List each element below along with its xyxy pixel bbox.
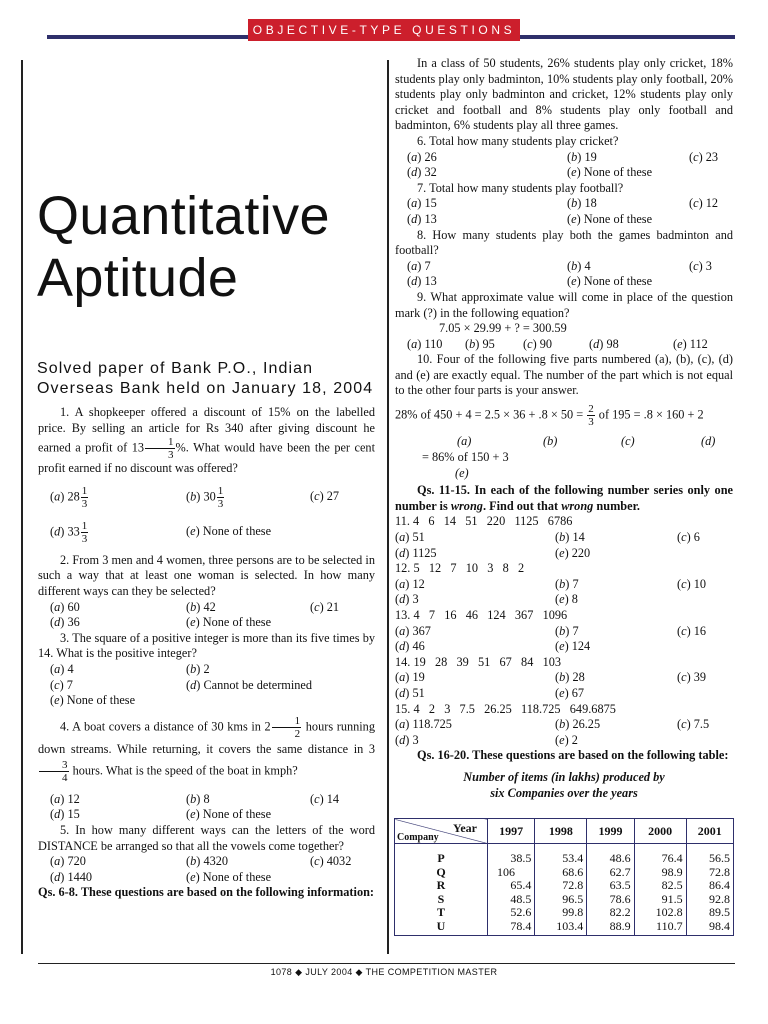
values-2000: 76.4 98.9 82.5 91.5 102.8 110.7 (634, 844, 686, 936)
left-column (38, 405, 375, 901)
table-header-corner: Year Company (395, 819, 488, 844)
question-10-part-e: (e) (455, 465, 469, 480)
question-1-options: (a) 28 $\frac{1}{3}$ (b) 30 $\frac{1}{3}$ (c) 27 (d) 33 $\frac{1}{3}$ (e) None of these (50, 484, 340, 545)
info-paragraph: In a class of 50 students, 26% students play only cricket, 18% students play only badminton, 10% students play only football, 20% students play only badminton and cricket, 12% students play only cricket and football and 8% students play only football and badminton, 6% students play all three games. (395, 56, 733, 133)
question-3-options: (a) 4 (b) 2 (c) 7 (d) Cannot be determined (e) None of these (50, 661, 313, 708)
question-13: 13. 4 7 16 46 124 367 1096 (395, 608, 568, 622)
year-1998: 1998 (535, 819, 587, 844)
year-2000: 2000 (634, 819, 686, 844)
question-2-options: (a) 60 (b) 42 (c) 21 (d) 36 (e) None of these (50, 599, 340, 630)
question-4-options: (a) 12 (b) 8 (c) 14 (d) 15 (e) None of these (50, 791, 340, 822)
question-14-options: (a) 19 (b) 28 (c) 39 (d) 51 (e) 67 (395, 670, 707, 700)
question-6-options: (a) 26 (b) 19 (c) 23 (d) 32 (e) None of these (407, 149, 719, 180)
year-1999: 1999 (587, 819, 634, 844)
question-8: 8. How many students play both the games badminton and football? (395, 227, 733, 258)
question-11: 11. 4 6 14 51 220 1125 6786 (395, 514, 573, 529)
question-10: 10. Four of the following five parts numbered (a), (b), (c), (d) and (e) are exactly equal. The number of the part which is not equal to the other four parts is your answer. (395, 352, 733, 398)
question-10-equation: 28% of 450 + 4 = 2.5 × 36 + .8 × 50 = $\frac{2}{3}$ of 195 = .8 × 160 + 2 (395, 403, 704, 429)
question-9: 9. What approximate value will come in place of the question mark (?) in the following equation? (395, 289, 733, 320)
question-6: 6. Total how many students play cricket? (417, 133, 619, 148)
title-line-2: Aptitude (37, 248, 239, 308)
qs-16-20-instruction: Qs. 16-20. These questions are based on the following table: (417, 748, 729, 763)
question-10-part-labels: (a) (b) (c) (d) (457, 434, 716, 449)
year-2001: 2001 (686, 819, 733, 844)
question-10-equation-tail: = 86% of 150 + 3 (422, 450, 509, 465)
page-footer: 1078 ◆ JULY 2004 ◆ THE COMPETITION MASTER (270, 967, 498, 977)
question-9-options: (a) 110 (b) 95 (c) 90 (d) 98 (e) 112 (407, 336, 708, 351)
values-2001: 56.5 72.8 86.4 92.8 89.5 98.4 (686, 844, 733, 936)
question-14: 14. 19 28 39 51 67 84 103 (395, 654, 562, 669)
right-column (395, 56, 733, 801)
values-1999: 48.6 62.7 63.5 78.6 82.2 88.9 (587, 844, 634, 936)
left-rule (21, 60, 23, 954)
values-1998: 53.4 68.6 72.8 96.5 99.8 103.4 (535, 844, 587, 936)
question-13-options: (a) 367 (b) 7 (c) 16 (d) 46 (e) 124 (395, 623, 707, 654)
title-line-1: Quantitative (37, 186, 330, 246)
question-5-options: (a) 720 (b) 4320 (c) 4032 (d) 1440 (e) None of these (50, 854, 352, 884)
question-5: 5. In how many different ways can the letters of the word DISTANCE be arranged so that all the vowels come together? (38, 822, 375, 853)
page-title (37, 185, 330, 309)
question-12-options: (a) 12 (b) 7 (c) 10 (d) 3 (e) 8 (395, 576, 707, 607)
values-1997: 38.5 106 65.4 48.5 52.6 78.4 (488, 844, 535, 936)
center-rule (387, 60, 389, 954)
table-header-row (395, 819, 734, 844)
production-table (394, 818, 734, 936)
question-12: 12. 5 12 7 10 3 8 2 (395, 561, 525, 576)
section-label: OBJECTIVE-TYPE QUESTIONS (248, 19, 520, 41)
question-7: 7. Total how many students play football? (417, 180, 624, 195)
question-2: 2. From 3 men and 4 women, three persons are to be selected in such a way that at least one woman is selected. In how many different ways can they be selected? (38, 552, 375, 598)
company-column: P Q R S T U (395, 844, 488, 936)
qs-11-15-instruction: Qs. 11-15. In each of the following number series only one number is wrong. Find out that wrong number. (395, 483, 733, 513)
question-1: 1. A shopkeeper offered a discount of 15% on the labelled price. By selling an article for Rs 340 after giving discount he earned a profit of 13 $\frac{1}{3}$ %. What would have been the per cent profit earned if no discount was offered? (38, 405, 375, 476)
year-1997: 1997 (488, 819, 535, 844)
table-body (395, 844, 734, 936)
subtitle: Solved paper of Bank P.O., Indian Overseas Bank held on January 18, 2004 (37, 360, 374, 397)
question-9-equation: 7.05 × 29.99 + ? = 300.59 (439, 321, 567, 336)
footer-rule (38, 963, 735, 964)
table-caption: Number of items (in lakhs) produced by six Companies over the years (463, 769, 665, 800)
question-11-options: (a) 51 (b) 14 (c) 6 (d) 1125 (e) 220 (395, 530, 700, 560)
question-3: 3. The square of a positive integer is more than its five times by 14. What is the positive integer? (38, 630, 375, 661)
question-7-options: (a) 15 (b) 18 (c) 12 (d) 13 (e) None of these (407, 196, 719, 226)
question-8-options: (a) 7 (b) 4 (c) 3 (d) 13 (e) None of these (407, 258, 712, 289)
question-4: 4. A boat covers a distance of 30 kms in 2 $\frac{1}{2}$ hours running down streams. While returning, it covers the same distance in 3 $\frac{3}{4}$ hours. What is the speed of the boat in kmph? (38, 714, 375, 784)
question-15-options: (a) 118.725 (b) 26.25 (c) 7.5 (d) 3 (e) 2 (395, 717, 710, 747)
question-15: 15. 4 2 3 7.5 26.25 118.725 649.6875 (395, 701, 616, 716)
qs-6-8-instruction: Qs. 6-8. These questions are based on the following information: (38, 885, 375, 900)
